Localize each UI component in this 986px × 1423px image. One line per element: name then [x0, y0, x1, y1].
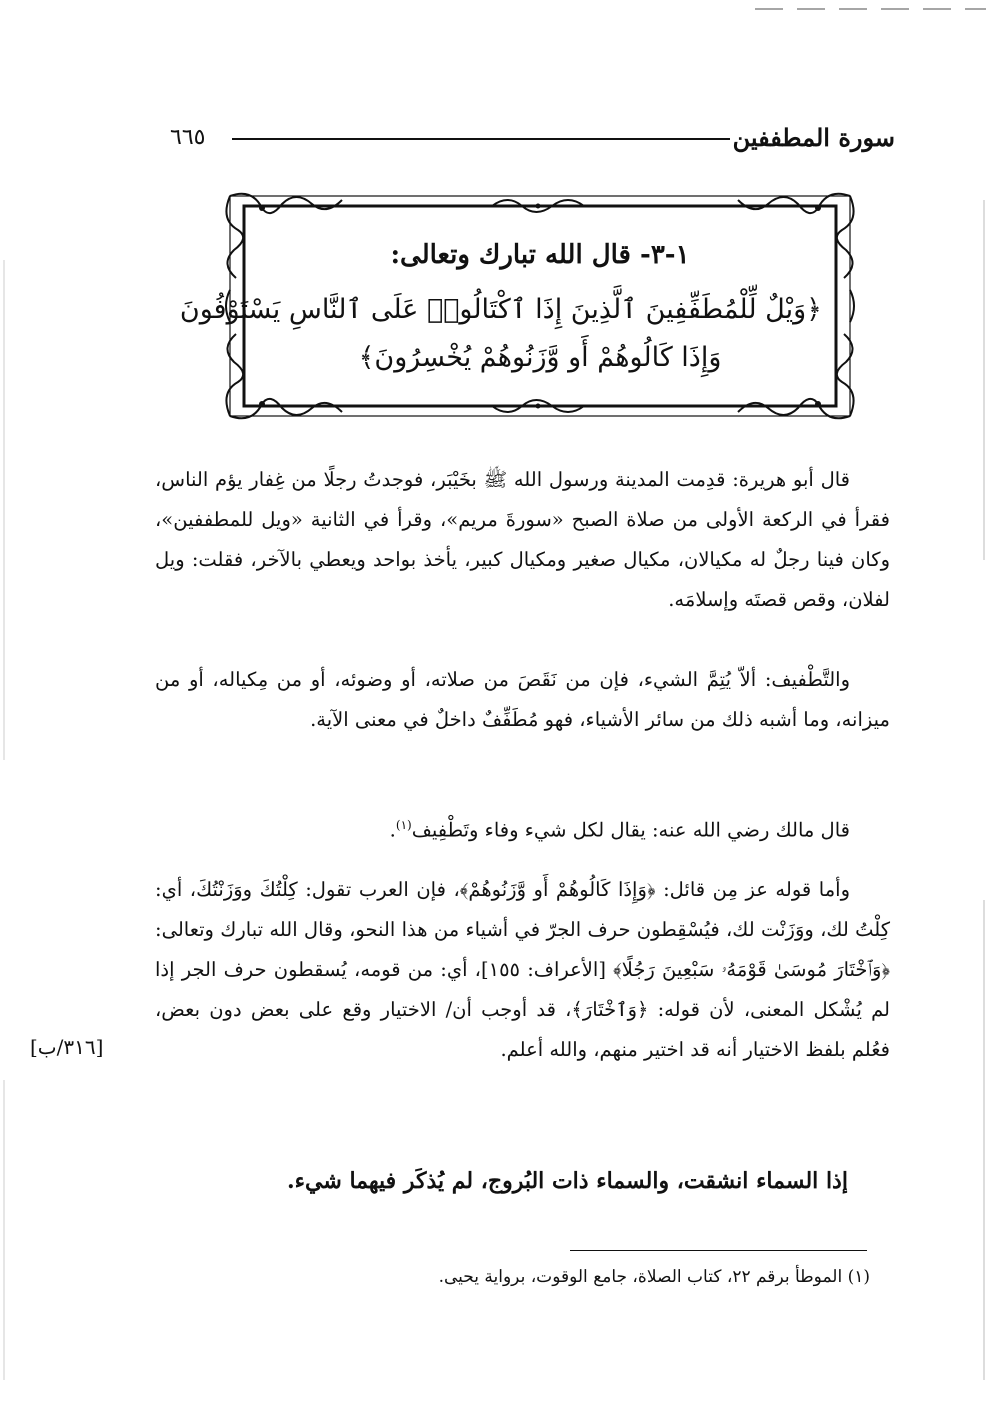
- paragraph-text: وأما قوله عز مِن قائل: ﴿وَإِذَا كَالُوهُمْ أَو وَّزَنُوهُمْ﴾، فإن العرب تقول: كِلْتُكَ ووَزَنْتُكَ، أي: كِلْتُ لك، ووَزَنْت لك، فيُسْقِطون حرف الجرّ في أشياء من هذا النحو، وقال الله تبارك وتعالى: ﴿وَٱخْتَارَ مُوسَىٰ قَوْمَهُۥ سَبْعِينَ رَجُلًا﴾ [الأعراف: ١٥٥]، أي: من قومه، يُسقطون حرف الجر إذا لم يُشْكل المعنى، لأن قوله: ﴿وَٱخْتَارَ﴾، قد أوجب أن/ الاختيار وقع على بعض دون بعض، فعُلم بلفظ الاختيار أنه قد اختير منهم، والله أعلم.: [155, 878, 891, 1061]
- header-rule: [232, 138, 730, 140]
- ornamental-verse-frame: [179, 190, 858, 422]
- footnote-reference: (١): [395, 818, 412, 832]
- paragraph-text: والتَّطْفيف: ألاّ يُتِمَّ الشيء، فإن من نَقَصَ من صلاته، أو وضوئه، أو من مِكياله، أو من ميزانه، وما أشبه ذلك من سائر الأشياء، فهو مُطَفِّفٌ داخلٌ في معنى الآية.: [155, 668, 890, 731]
- sentence-end: .: [389, 818, 396, 842]
- paragraph-text: قال أبو هريرة: قدِمت المدينة ورسول الله ﷺ بخَيْبَر، فوجدتُ رجلًا من غِفار يؤم الناس، فقرأ في الركعة الأولى من صلاة الصبح «سورةَ مريم»، وقرأ في الثانية «ويل للمطففين»، وكان فينا رجلٌ له مكيالان، مكيال صغير ومكيال كبير، يأخذ بواحد ويعطي بالآخر، فقلت: ويل لفلان، وقص قصتَه وإسلامَه.: [155, 468, 890, 611]
- surah-title: سورة المطففين: [732, 123, 895, 152]
- paragraph-abu-hurayra: [155, 460, 890, 630]
- closing-note: إذا السماء انشقت، والسماء ذات البُروج، لم يُذكَر فيهما شيء.: [287, 1168, 848, 1194]
- paragraph-malik: [155, 805, 890, 861]
- page-header: [170, 118, 895, 158]
- paragraph-grammar: [155, 870, 890, 1080]
- footnote: (١) الموطأ برقم ٢٢، كتاب الصلاة، جامع الوقوت، برواية يحيى.: [438, 1267, 870, 1287]
- quran-verse-line-2: وَإِذَا كَالُوهُمْ أَو وَّزَنُوهُمْ يُخْسِرُونَ﴾: [358, 342, 722, 373]
- verse-heading: ١-٣- قال الله تبارك وتعالى:: [390, 240, 690, 270]
- manuscript-folio-note: [٣١٦/ب]: [30, 1035, 104, 1059]
- footnote-separator: [570, 1250, 867, 1251]
- paragraph-text: [155, 805, 890, 851]
- quran-verse-line-1: ﴿وَيْلٌ لِّلْمُطَفِّفِينَ ٱلَّذِينَ إِذَا ٱكْتَالُوا۟ عَلَى ٱلنَّاسِ يَسْتَوْفُونَ: [179, 294, 822, 325]
- paragraph-tatfif-definition: [155, 660, 890, 750]
- page-number: ٦٦٥: [170, 125, 206, 150]
- paragraph-text-main: قال مالك رضي الله عنه: يقال لكل شيء وفاء وتَطْفِيف: [411, 818, 850, 842]
